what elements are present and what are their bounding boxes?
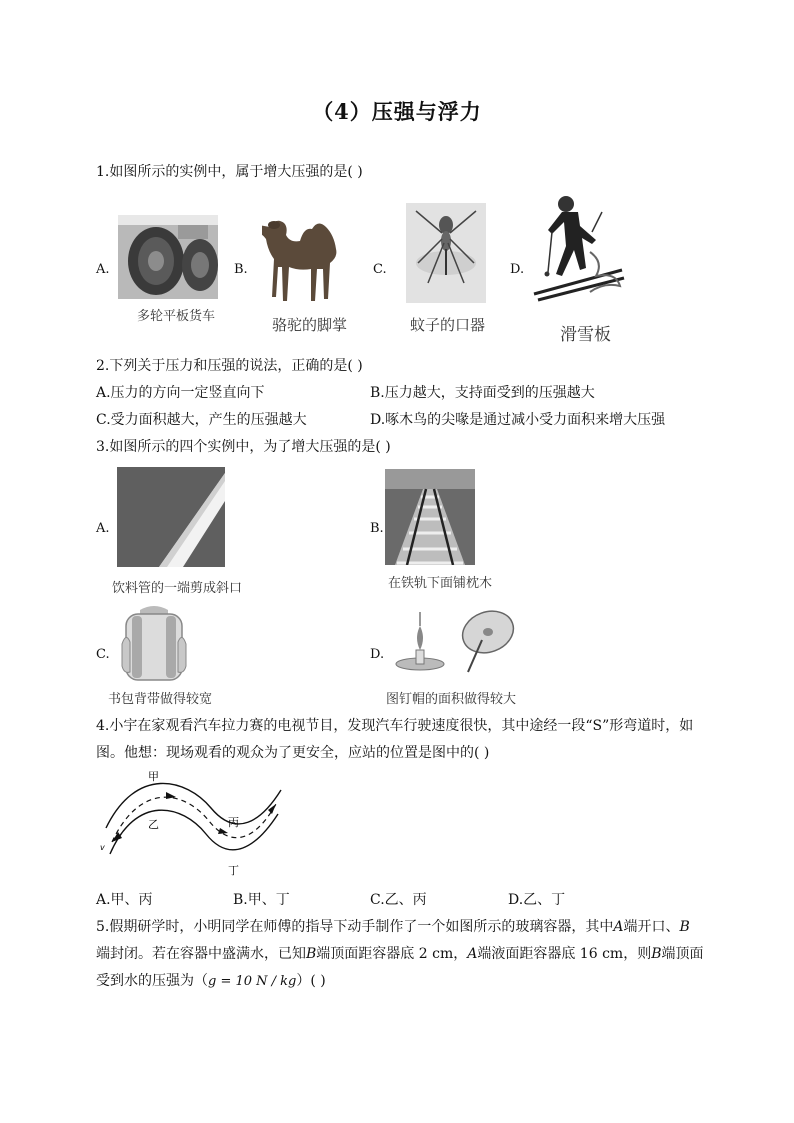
straw-photo-icon bbox=[117, 467, 225, 567]
q3-option-b-letter[interactable]: B. bbox=[370, 521, 384, 536]
q3-option-c-caption: 书包背带做得较宽 bbox=[108, 692, 213, 707]
q3-option-c-letter[interactable]: C. bbox=[96, 647, 110, 662]
q2-option-d[interactable]: D.啄木鸟的尖喙是通过减小受力面积来增大压强 bbox=[370, 412, 666, 428]
page-title: （4）压强与浮力 bbox=[312, 99, 482, 124]
q1-option-a-letter[interactable]: A. bbox=[96, 262, 110, 277]
q4-option-a[interactable]: A.甲、丙 bbox=[96, 892, 153, 908]
q2-option-a[interactable]: A.压力的方向一定竖直向下 bbox=[96, 385, 265, 401]
arrow-head bbox=[218, 828, 228, 834]
q5-line3: 受到水的压强为（g = 10 N / kg）( ) bbox=[96, 973, 326, 989]
q2-stem: 2.下列关于压力和压强的说法，正确的是( ) bbox=[96, 358, 363, 374]
q5-line1: 5.假期研学时，小明同学在师傅的指导下动手制作了一个如图所示的玻璃容器，其中A端开口、B bbox=[96, 919, 690, 935]
q4-option-c[interactable]: C.乙、丙 bbox=[370, 892, 427, 908]
q3-option-a-caption: 饮料管的一端剪成斜口 bbox=[112, 581, 243, 596]
q4-stem-line1: 4.小宇在家观看汽车拉力赛的电视节目，发现汽车行驶速度很快，其中途经一段“S”形弯道时，如 bbox=[96, 718, 694, 734]
skier-photo-icon bbox=[530, 192, 625, 304]
q4-stem-line2: 图。他想：现场观看的观众为了更安全，应站的位置是图中的( ) bbox=[96, 745, 490, 761]
backpack-photo-icon bbox=[118, 604, 190, 684]
q3-stem: 3.如图所示的四个实例中，为了增大压强的是( ) bbox=[96, 439, 391, 455]
q3-option-a-letter[interactable]: A. bbox=[96, 521, 110, 536]
q2-option-b[interactable]: B.压力越大，支持面受到的压强越大 bbox=[370, 385, 595, 401]
q1-option-c-letter[interactable]: C. bbox=[373, 262, 387, 277]
gravity-formula: g = 10 N / kg bbox=[208, 974, 297, 989]
q1-option-a-caption: 多轮平板货车 bbox=[137, 309, 216, 324]
q3-option-d-caption: 图钉帽的面积做得较大 bbox=[386, 692, 517, 707]
q3-option-d-letter[interactable]: D. bbox=[370, 647, 385, 662]
label-yi: 乙 bbox=[148, 818, 159, 831]
q4-option-b[interactable]: B.甲、丁 bbox=[233, 892, 290, 908]
railway-photo-icon bbox=[385, 469, 475, 565]
q1-option-d-letter[interactable]: D. bbox=[510, 262, 525, 277]
q2-option-c[interactable]: C.受力面积越大，产生的压强越大 bbox=[96, 412, 307, 428]
q1-option-b-caption: 骆驼的脚掌 bbox=[272, 316, 348, 334]
q5-line2: 端封闭。若在容器中盛满水，已知B端顶面距容器底 2 cm，A端液面距容器底 16 cm，则B端顶面 bbox=[96, 946, 704, 962]
q1-stem: 1.如图所示的实例中，属于增大压强的是( ) bbox=[96, 164, 363, 180]
q1-option-d-caption: 滑雪板 bbox=[560, 325, 611, 345]
car-path-dashed bbox=[112, 797, 276, 842]
camel-photo-icon bbox=[262, 205, 352, 305]
truck-wheels-photo-icon bbox=[118, 215, 218, 299]
q3-option-b-caption: 在铁轨下面铺枕木 bbox=[388, 576, 493, 591]
s-curve-road-figure bbox=[96, 768, 286, 880]
q1-option-b-letter[interactable]: B. bbox=[234, 262, 248, 277]
mosquito-photo-icon bbox=[406, 203, 486, 303]
q4-option-d[interactable]: D.乙、丁 bbox=[508, 892, 566, 908]
label-bing: 丙 bbox=[228, 816, 239, 829]
label-jia: 甲 bbox=[148, 770, 159, 783]
label-v: v bbox=[100, 843, 105, 852]
label-ding: 丁 bbox=[228, 864, 239, 877]
q1-option-c-caption: 蚊子的口器 bbox=[410, 316, 486, 334]
thumbtack-photo-icon bbox=[392, 606, 522, 678]
